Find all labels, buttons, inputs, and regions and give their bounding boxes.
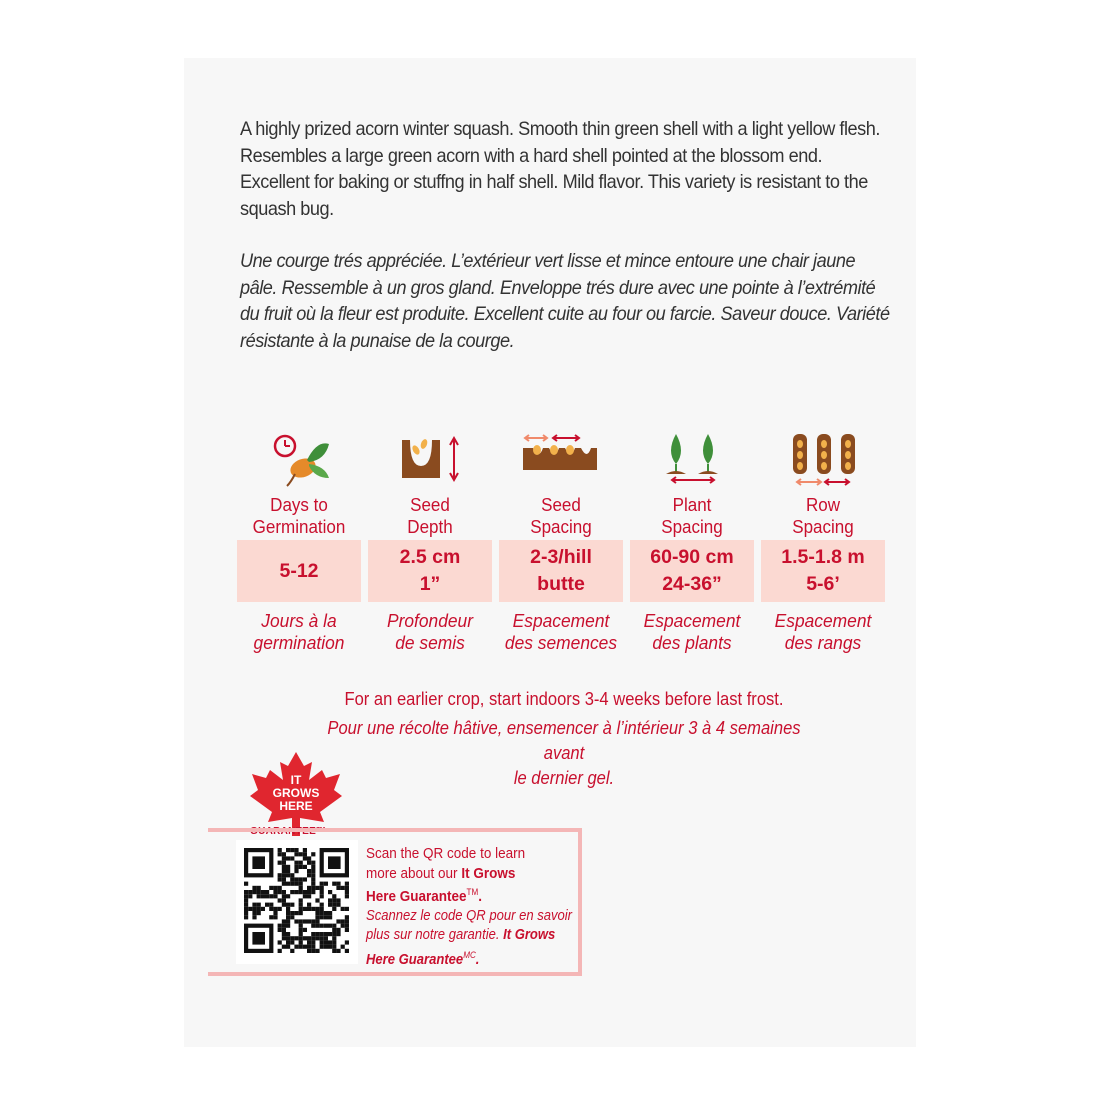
- qr-module: [282, 932, 286, 936]
- qr-module: [307, 919, 311, 923]
- qr-module: [315, 911, 319, 915]
- qr-module: [307, 856, 311, 860]
- qr-module: [303, 852, 307, 856]
- qr-module: [294, 882, 298, 886]
- qr-module: [290, 915, 294, 919]
- qr-module: [324, 882, 328, 886]
- qr-module: [320, 907, 324, 911]
- qr-module: [336, 949, 340, 953]
- label-plant-spacing: Plant Spacing: [661, 494, 723, 537]
- qr-module: [307, 869, 311, 873]
- qr-module: [315, 932, 319, 936]
- qr-module: [286, 924, 290, 928]
- qr-module: [244, 894, 248, 898]
- qr-module: [311, 924, 315, 928]
- qr-module: [311, 865, 315, 869]
- qr-module: [311, 877, 315, 881]
- qr-module: [273, 894, 277, 898]
- qr-module: [315, 898, 319, 902]
- qr-module: [328, 915, 332, 919]
- qr-module: [286, 919, 290, 923]
- qr-module: [269, 915, 273, 919]
- qr-module: [345, 907, 349, 911]
- value-seed-spacing: 2-3/hill butte: [499, 540, 623, 602]
- qr-module: [286, 907, 290, 911]
- qr-module: [328, 932, 332, 936]
- qr-module: [345, 924, 349, 928]
- value-seed-depth: 2.5 cm 1”: [368, 540, 492, 602]
- qr-module: [278, 928, 282, 932]
- qr-module: [307, 903, 311, 907]
- qr-module: [248, 894, 252, 898]
- qr-module: [315, 949, 319, 953]
- qr-module: [336, 898, 340, 902]
- qr-module: [269, 886, 273, 890]
- qr-module: [286, 940, 290, 944]
- qr-module: [290, 873, 294, 877]
- qr-module: [290, 911, 294, 915]
- qr-module: [244, 890, 248, 894]
- qr-module: [303, 907, 307, 911]
- qr-module: [244, 898, 248, 902]
- qr-module: [282, 898, 286, 902]
- qr-module: [252, 907, 256, 911]
- qr-module: [341, 945, 345, 949]
- indoor-tip-french: Pour une récolte hâtive, ensemencer à l’intérieur 3 à 4 semaines avant le dernier gel.: [327, 718, 801, 788]
- qr-module: [282, 869, 286, 873]
- qr-module: [269, 907, 273, 911]
- qr-module: [282, 852, 286, 856]
- qr-module: [328, 945, 332, 949]
- qr-module: [299, 882, 303, 886]
- qr-module: [320, 903, 324, 907]
- qr-module: [332, 924, 336, 928]
- qr-en-line2: more about our It Grows: [366, 864, 516, 882]
- qr-module: [307, 936, 311, 940]
- qr-module: [328, 903, 332, 907]
- qr-module: [294, 861, 298, 865]
- qr-module: [282, 865, 286, 869]
- qr-module: [282, 945, 286, 949]
- qr-module: [278, 873, 282, 877]
- qr-module: [345, 915, 349, 919]
- qr-module: [315, 919, 319, 923]
- qr-module: [299, 924, 303, 928]
- qr-module: [244, 911, 248, 915]
- qr-module: [286, 903, 290, 907]
- value-plant-spacing: 60-90 cm 24-36”: [630, 540, 754, 602]
- qr-module: [294, 869, 298, 873]
- qr-module: [252, 911, 256, 915]
- qr-module: [324, 911, 328, 915]
- qr-module: [252, 890, 256, 894]
- qr-module: [257, 894, 261, 898]
- qr-module: [299, 911, 303, 915]
- qr-module: [307, 873, 311, 877]
- qr-module: [303, 877, 307, 881]
- qr-module: [282, 928, 286, 932]
- qr-module: [257, 886, 261, 890]
- seed-packet-back: [184, 58, 916, 1047]
- qr-module: [278, 890, 282, 894]
- qr-module: [307, 940, 311, 944]
- qr-module: [294, 890, 298, 894]
- qr-module: [257, 890, 261, 894]
- qr-module: [257, 907, 261, 911]
- label-fr-row-spacing: Espacement des rangs: [774, 610, 872, 653]
- qr-module: [257, 911, 261, 915]
- qr-module: [311, 945, 315, 949]
- qr-module: [303, 894, 307, 898]
- qr-module: [328, 911, 332, 915]
- qr-module: [294, 877, 298, 881]
- qr-module: [320, 940, 324, 944]
- badge-line2: GROWS: [272, 786, 320, 800]
- qr-module: [265, 903, 269, 907]
- qr-module: [282, 861, 286, 865]
- plant-spacing-icon: [630, 430, 754, 490]
- qr-module: [261, 907, 265, 911]
- indoor-tip-english: For an earlier crop, start indoors 3-4 weeks before last frost.: [344, 689, 784, 709]
- qr-module: [332, 940, 336, 944]
- qr-module: [311, 949, 315, 953]
- label-fr-plant-spacing: Espacement des plants: [643, 610, 741, 653]
- qr-module: [324, 932, 328, 936]
- qr-module: [345, 940, 349, 944]
- qr-module: [278, 924, 282, 928]
- qr-module: [282, 924, 286, 928]
- qr-module: [290, 882, 294, 886]
- qr-finder: [252, 856, 265, 869]
- qr-module: [273, 911, 277, 915]
- qr-module: [244, 915, 248, 919]
- qr-module: [278, 877, 282, 881]
- qr-en-line3: Here Guarantee™.: [366, 887, 483, 905]
- qr-module: [324, 924, 328, 928]
- qr-module: [269, 894, 273, 898]
- qr-module: [294, 911, 298, 915]
- qr-module: [320, 894, 324, 898]
- qr-module: [320, 911, 324, 915]
- qr-module: [299, 861, 303, 865]
- qr-module: [286, 894, 290, 898]
- qr-module: [311, 919, 315, 923]
- qr-module: [336, 882, 340, 886]
- qr-module: [345, 894, 349, 898]
- qr-module: [299, 898, 303, 902]
- qr-module: [328, 890, 332, 894]
- qr-module: [307, 890, 311, 894]
- qr-module: [299, 936, 303, 940]
- qr-module: [252, 886, 256, 890]
- qr-module: [341, 919, 345, 923]
- qr-module: [324, 940, 328, 944]
- qr-module: [299, 903, 303, 907]
- qr-module: [282, 890, 286, 894]
- qr-module: [341, 924, 345, 928]
- qr-module: [303, 856, 307, 860]
- qr-module: [320, 936, 324, 940]
- label-row-spacing: Row Spacing: [792, 494, 854, 537]
- qr-module: [332, 894, 336, 898]
- qr-module: [282, 873, 286, 877]
- qr-module: [294, 945, 298, 949]
- qr-module: [299, 852, 303, 856]
- qr-module: [315, 915, 319, 919]
- qr-module: [311, 940, 315, 944]
- qr-fr-line2: plus sur notre garantie. It Grows: [366, 927, 556, 943]
- qr-module: [294, 865, 298, 869]
- qr-module: [315, 936, 319, 940]
- qr-module: [290, 903, 294, 907]
- description: [240, 116, 891, 354]
- qr-module: [282, 919, 286, 923]
- description-french: Une courge trés appréciée. L’extérieur vert lisse et mince entoure une chair jaune pâle. Ressemble à un gros gland. Enveloppe trés dure avec une pointe à l’extrémité du fruit où la fleur est produite. Excellent cuite au four ou farcie. Saveur douce. Variété résistante à la punaise de la courge.: [240, 250, 890, 352]
- qr-module: [290, 949, 294, 953]
- qr-module: [299, 932, 303, 936]
- qr-module: [265, 890, 269, 894]
- qr-module: [290, 856, 294, 860]
- qr-module: [303, 848, 307, 852]
- qr-module: [265, 894, 269, 898]
- label-fr-germination: Jours à la germination: [253, 610, 345, 653]
- qr-module: [299, 928, 303, 932]
- qr-module: [307, 861, 311, 865]
- qr-module: [257, 903, 261, 907]
- qr-module: [332, 928, 336, 932]
- qr-module: [299, 877, 303, 881]
- qr-module: [336, 919, 340, 923]
- qr-text: [366, 844, 573, 970]
- qr-module: [336, 928, 340, 932]
- qr-module: [286, 873, 290, 877]
- qr-module: [282, 894, 286, 898]
- qr-module: [320, 882, 324, 886]
- qr-module: [315, 924, 319, 928]
- qr-module: [248, 890, 252, 894]
- qr-module: [345, 949, 349, 953]
- qr-module: [311, 890, 315, 894]
- qr-module: [286, 915, 290, 919]
- qr-module: [286, 932, 290, 936]
- qr-module: [303, 865, 307, 869]
- qr-module: [290, 940, 294, 944]
- qr-module: [345, 928, 349, 932]
- qr-module: [286, 945, 290, 949]
- qr-module: [324, 915, 328, 919]
- seed-spacing-icon: [499, 430, 623, 490]
- qr-module: [345, 919, 349, 923]
- qr-module: [290, 936, 294, 940]
- qr-module: [303, 890, 307, 894]
- qr-module: [278, 852, 282, 856]
- qr-module: [252, 903, 256, 907]
- qr-module: [286, 856, 290, 860]
- qr-module: [299, 907, 303, 911]
- qr-module: [328, 898, 332, 902]
- qr-module: [311, 932, 315, 936]
- value-row-spacing: 1.5-1.8 m 5-6’: [761, 540, 885, 602]
- qr-fr-line1: Scannez le code QR pour en savoir: [366, 907, 573, 924]
- qr-module: [244, 903, 248, 907]
- qr-module: [286, 869, 290, 873]
- qr-module: [336, 903, 340, 907]
- qr-module: [299, 886, 303, 890]
- qr-module: [311, 861, 315, 865]
- qr-module: [324, 936, 328, 940]
- qr-module: [244, 907, 248, 911]
- qr-module: [320, 932, 324, 936]
- qr-module: [294, 936, 298, 940]
- qr-finder: [252, 932, 265, 945]
- description-english: A highly prized acorn winter squash. Smooth thin green shell with a light yellow flesh. Resembles a large green acorn with a hard shell pointed at the blossom end. Excellent for baking or stuffng in half shell. Mild flavor. This variety is resistant to the squash bug.: [240, 118, 880, 220]
- qr-module: [332, 907, 336, 911]
- qr-module: [278, 907, 282, 911]
- qr-module: [307, 949, 311, 953]
- qr-module: [261, 894, 265, 898]
- qr-module: [286, 882, 290, 886]
- qr-code-icon[interactable]: [236, 840, 358, 964]
- qr-module: [311, 886, 315, 890]
- qr-module: [278, 949, 282, 953]
- qr-module: [261, 890, 265, 894]
- qr-module: [273, 890, 277, 894]
- qr-module: [311, 907, 315, 911]
- clock-sprout-icon: [237, 430, 361, 490]
- qr-module: [278, 848, 282, 852]
- qr-module: [303, 936, 307, 940]
- label-seed-depth: Seed Depth: [407, 494, 453, 537]
- qr-module: [299, 919, 303, 923]
- qr-module: [307, 886, 311, 890]
- qr-en-line1: Scan the QR code to learn: [366, 845, 526, 862]
- qr-module: [282, 856, 286, 860]
- qr-module: [286, 848, 290, 852]
- qr-module: [332, 949, 336, 953]
- qr-module: [324, 945, 328, 949]
- label-germination: Days to Germination: [252, 494, 346, 537]
- badge-line3: HERE: [279, 799, 313, 813]
- qr-module: [278, 898, 282, 902]
- qr-module: [332, 882, 336, 886]
- qr-module: [341, 886, 345, 890]
- qr-module: [282, 882, 286, 886]
- qr-module: [311, 936, 315, 940]
- seed-depth-icon: [368, 430, 492, 490]
- qr-module: [320, 890, 324, 894]
- qr-module: [320, 915, 324, 919]
- qr-fr-line3: Here Guarantee$^{MC}$.: [366, 949, 480, 968]
- qr-module: [294, 919, 298, 923]
- qr-module: [278, 940, 282, 944]
- qr-module: [315, 907, 319, 911]
- qr-module: [286, 911, 290, 915]
- qr-module: [341, 907, 345, 911]
- qr-module: [278, 861, 282, 865]
- qr-module: [303, 928, 307, 932]
- qr-module: [269, 903, 273, 907]
- qr-module: [299, 890, 303, 894]
- qr-module: [345, 886, 349, 890]
- qr-finder: [328, 856, 341, 869]
- qr-module: [307, 945, 311, 949]
- qr-module: [286, 936, 290, 940]
- qr-module: [282, 903, 286, 907]
- qr-module: [303, 945, 307, 949]
- indoor-tip: [306, 686, 821, 791]
- qr-module: [320, 924, 324, 928]
- badge-tagline: GUARANTEE™: [250, 826, 327, 837]
- qr-module: [290, 848, 294, 852]
- qr-module: [248, 907, 252, 911]
- qr-module: [345, 890, 349, 894]
- qr-module: [336, 886, 340, 890]
- qr-module: [294, 848, 298, 852]
- qr-module: [307, 907, 311, 911]
- qr-module: [311, 873, 315, 877]
- qr-module: [332, 936, 336, 940]
- qr-module: [328, 940, 332, 944]
- qr-module: [315, 886, 319, 890]
- qr-module: [273, 915, 277, 919]
- qr-module: [307, 894, 311, 898]
- qr-module: [332, 903, 336, 907]
- qr-module: [282, 877, 286, 881]
- qr-module: [311, 869, 315, 873]
- qr-module: [332, 945, 336, 949]
- qr-module: [299, 945, 303, 949]
- qr-module: [299, 940, 303, 944]
- qr-module: [320, 886, 324, 890]
- qr-module: [290, 877, 294, 881]
- row-spacing-icon: [761, 430, 885, 490]
- qr-module: [328, 924, 332, 928]
- qr-module: [320, 945, 324, 949]
- value-germination: 5-12: [237, 540, 361, 602]
- qr-module: [252, 915, 256, 919]
- qr-module: [278, 886, 282, 890]
- qr-module: [332, 898, 336, 902]
- badge-line1: IT: [290, 773, 302, 787]
- qr-module: [299, 865, 303, 869]
- qr-module: [244, 882, 248, 886]
- qr-module: [286, 865, 290, 869]
- label-fr-seed-spacing: Espacement des semences: [504, 610, 618, 653]
- qr-module: [282, 936, 286, 940]
- qr-module: [345, 882, 349, 886]
- qr-module: [303, 919, 307, 923]
- qr-module: [273, 886, 277, 890]
- label-fr-seed-depth: Profondeur de semis: [386, 610, 474, 653]
- qr-code-box[interactable]: [236, 840, 358, 964]
- qr-module: [294, 852, 298, 856]
- qr-module: [311, 882, 315, 886]
- qr-module: [311, 852, 315, 856]
- qr-module: [332, 932, 336, 936]
- qr-module: [336, 932, 340, 936]
- qr-module: [290, 890, 294, 894]
- qr-module: [273, 907, 277, 911]
- label-seed-spacing: Seed Spacing: [530, 494, 592, 537]
